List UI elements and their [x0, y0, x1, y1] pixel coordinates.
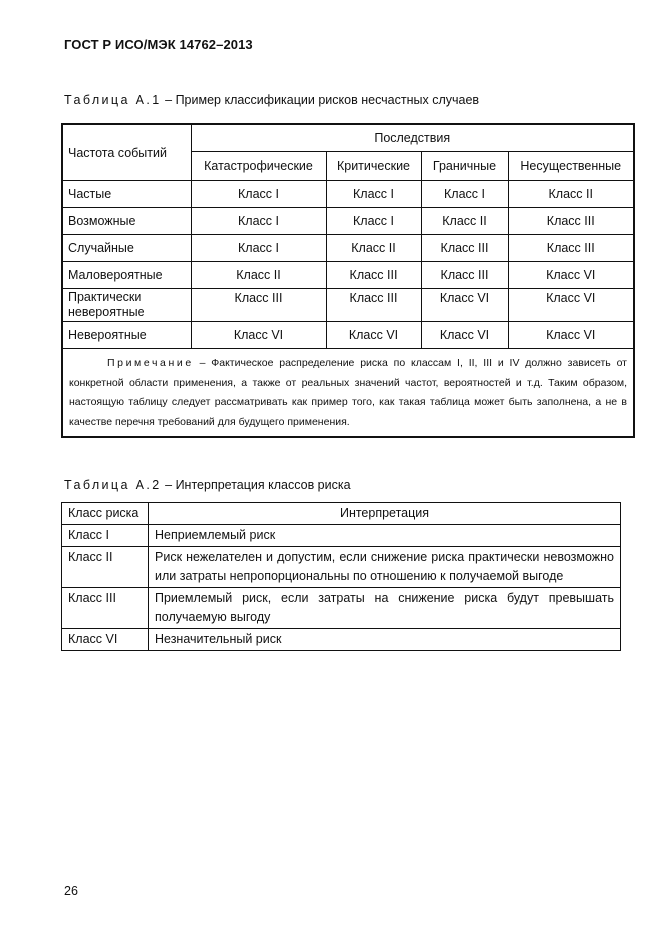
column-header: Критические: [326, 152, 421, 181]
risk-class-cell: Класс VI: [62, 629, 149, 651]
interpretation-cell: Приемлемый риск, если затраты на снижение риска будут превышать получаемую выгоду: [149, 588, 621, 629]
class-cell: Класс II: [326, 235, 421, 262]
risk-classification-table: [61, 123, 635, 438]
class-cell: Класс I: [421, 181, 508, 208]
frequency-line: невероятные: [68, 305, 145, 319]
table-note: [62, 349, 634, 438]
class-cell: Класс III: [508, 208, 634, 235]
class-cell: Класс III: [508, 235, 634, 262]
class-cell: Класс II: [421, 208, 508, 235]
class-cell: Класс III: [191, 289, 326, 322]
frequency-cell: [62, 289, 191, 322]
table-row: [62, 629, 621, 651]
class-cell: Класс VI: [508, 322, 634, 349]
class-cell: Класс III: [421, 262, 508, 289]
table2-label: Таблица А.2: [64, 478, 162, 492]
table1-label: Таблица А.1: [64, 93, 162, 107]
column-header: Катастрофические: [191, 152, 326, 181]
interpretation-cell: Незначительный риск: [149, 629, 621, 651]
consequences-header: Последствия: [191, 124, 634, 152]
table2-caption: [64, 478, 351, 492]
column-header: Несущественные: [508, 152, 634, 181]
risk-interpretation-table: [61, 502, 621, 651]
table-row: [62, 208, 634, 235]
class-cell: Класс VI: [421, 289, 508, 322]
risk-class-cell: Класс II: [62, 547, 149, 588]
frequency-cell: Маловероятные: [62, 262, 191, 289]
class-cell: Класс III: [326, 262, 421, 289]
interpretation-cell: Неприемлемый риск: [149, 525, 621, 547]
class-cell: Класс I: [191, 208, 326, 235]
standard-header: ГОСТ Р ИСО/МЭК 14762–2013: [64, 37, 253, 52]
note-text: – Фактическое распределение риска по классам I, II, III и IV должно зависеть от конкретной области применения, а также от реальных значений частот, вероятностей и т.д. Таким образом, настоящую таблицу следует рассматривать как пример того, как такая таблица может быть заполнена, а не в качестве перечня требований для будущего применения.: [69, 357, 627, 428]
table-row: [62, 181, 634, 208]
frequency-cell: Частые: [62, 181, 191, 208]
class-cell: Класс III: [421, 235, 508, 262]
page-number: 26: [64, 884, 78, 898]
table-row: [62, 588, 621, 629]
class-cell: Класс VI: [508, 262, 634, 289]
class-cell: Класс VI: [508, 289, 634, 322]
class-cell: Класс I: [326, 208, 421, 235]
frequency-line: Практически: [68, 290, 142, 304]
class-cell: Класс VI: [421, 322, 508, 349]
frequency-cell: Случайные: [62, 235, 191, 262]
table-row: [62, 235, 634, 262]
interpretation-cell: Риск нежелателен и допустим, если снижение риска практически невозможно или затраты непропорциональны по отношению к получаемой выгоде: [149, 547, 621, 588]
table1-title: – Пример классификации рисков несчастных случаев: [165, 93, 480, 107]
frequency-cell: Возможные: [62, 208, 191, 235]
class-cell: Класс I: [326, 181, 421, 208]
column-header: Интерпретация: [149, 503, 621, 525]
class-cell: Класс II: [508, 181, 634, 208]
note-label: Примечание: [107, 357, 194, 369]
table-row: [62, 289, 634, 322]
column-header: Граничные: [421, 152, 508, 181]
table-row: [62, 547, 621, 588]
corner-header: Частота событий: [62, 124, 191, 181]
frequency-cell: Невероятные: [62, 322, 191, 349]
class-cell: Класс II: [191, 262, 326, 289]
class-cell: Класс VI: [326, 322, 421, 349]
table-row: [62, 322, 634, 349]
table-row: [62, 525, 621, 547]
class-cell: Класс III: [326, 289, 421, 322]
table2-title: – Интерпретация классов риска: [165, 478, 351, 492]
class-cell: Класс VI: [191, 322, 326, 349]
table-row: [62, 262, 634, 289]
table1-caption: [64, 93, 479, 107]
risk-class-cell: Класс I: [62, 525, 149, 547]
column-header: Класс риска: [62, 503, 149, 525]
class-cell: Класс I: [191, 235, 326, 262]
risk-class-cell: Класс III: [62, 588, 149, 629]
class-cell: Класс I: [191, 181, 326, 208]
